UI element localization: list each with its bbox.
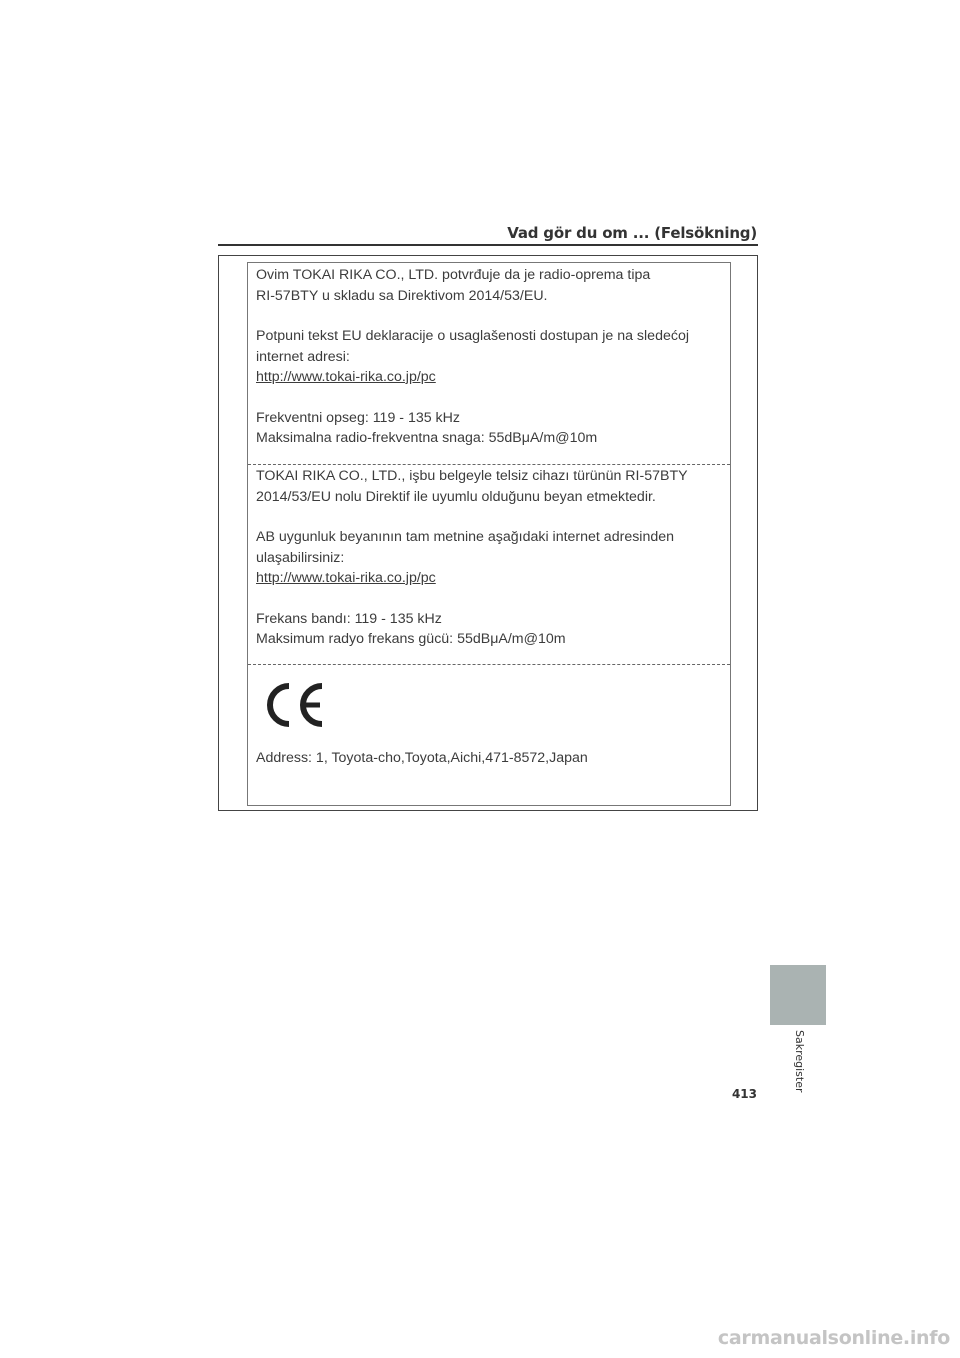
manufacturer-address: Address: 1, Toyota-cho,Toyota,Aichi,471-8572,Japan	[256, 750, 588, 766]
declaration-link[interactable]: http://www.tokai-rika.co.jp/pc	[256, 570, 436, 586]
declaration-link[interactable]: http://www.tokai-rika.co.jp/pc	[256, 369, 436, 385]
text-line: Potpuni tekst EU deklaracije o usaglašenosti dostupan je na sledećoj	[256, 328, 689, 344]
text-line: Frekventni opseg: 119 - 135 kHz	[256, 409, 460, 426]
text-line: Ovim TOKAI RIKA CO., LTD. potvrđuje da je radio-oprema tipa	[256, 267, 651, 283]
text-line: ulaşabilirsiniz:	[256, 549, 345, 566]
header-title: Vad gör du om ... (Felsökning)	[507, 224, 757, 242]
text-line: TOKAI RIKA CO., LTD., işbu belgeyle telsiz cihazı türünün RI-57BTY	[256, 468, 688, 484]
section-divider	[248, 464, 730, 465]
text-line: RI-57BTY u skladu sa Direktivom 2014/53/EU.	[256, 287, 548, 304]
text-line: AB uygunluk beyanının tam metnine aşağıdaki internet adresinden	[256, 529, 675, 545]
ce-mark-icon	[262, 682, 326, 728]
side-tab-label: Sakregister	[793, 1030, 806, 1093]
text-line: 2014/53/EU nolu Direktif ile uyumlu olduğunu beyan etmektedir.	[256, 488, 656, 505]
serbian-declaration	[256, 265, 726, 449]
text-line: internet adresi:	[256, 348, 350, 365]
watermark: carmanualsonline.info	[717, 1327, 950, 1349]
text-line: Maksimum radyo frekans gücü: 55dBμA/m@10m	[256, 631, 566, 647]
text-line: Maksimalna radio-frekventna snaga: 55dBμA/m@10m	[256, 430, 598, 446]
turkish-declaration	[256, 466, 726, 650]
page-number: 413	[731, 1087, 757, 1101]
section-divider	[248, 664, 730, 665]
header-rule	[218, 244, 758, 246]
text-line: Frekans bandı: 119 - 135 kHz	[256, 610, 442, 627]
side-tab[interactable]	[770, 965, 826, 1025]
